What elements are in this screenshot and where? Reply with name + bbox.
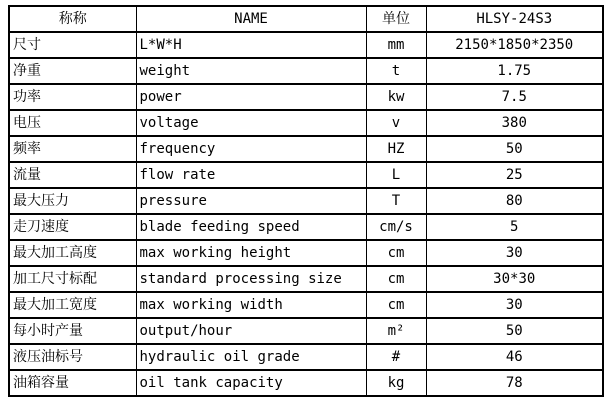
cell-cn-label: 最大压力 — [9, 188, 136, 214]
cell-unit: T — [366, 188, 426, 214]
table-row — [9, 162, 603, 188]
header-cell-model: HLSY-24S3 — [426, 6, 603, 32]
cell-unit: cm — [366, 266, 426, 292]
table-row — [9, 110, 603, 136]
cell-en-name: standard processing size — [136, 266, 366, 292]
cell-unit: v — [366, 110, 426, 136]
cell-value: 7.5 — [426, 84, 603, 110]
cell-cn-label: 走刀速度 — [9, 214, 136, 240]
table-row — [9, 84, 603, 110]
cell-unit: # — [366, 344, 426, 370]
header-cell-name-en: NAME — [136, 6, 366, 32]
cell-value: 80 — [426, 188, 603, 214]
cell-value: 25 — [426, 162, 603, 188]
cell-en-name: hydraulic oil grade — [136, 344, 366, 370]
cell-unit: L — [366, 162, 426, 188]
cell-cn-label: 最大加工高度 — [9, 240, 136, 266]
cell-en-name: power — [136, 84, 366, 110]
cell-cn-label: 功率 — [9, 84, 136, 110]
cell-value: 30*30 — [426, 266, 603, 292]
table-row — [9, 318, 603, 344]
cell-unit: cm/s — [366, 214, 426, 240]
cell-cn-label: 最大加工宽度 — [9, 292, 136, 318]
cell-value: 380 — [426, 110, 603, 136]
table-row — [9, 344, 603, 370]
cell-value: 46 — [426, 344, 603, 370]
cell-cn-label: 尺寸 — [9, 32, 136, 58]
cell-cn-label: 加工尺寸标配 — [9, 266, 136, 292]
cell-en-name: oil tank capacity — [136, 370, 366, 396]
cell-value: 50 — [426, 136, 603, 162]
cell-en-name: max working height — [136, 240, 366, 266]
cell-value: 78 — [426, 370, 603, 396]
cell-cn-label: 净重 — [9, 58, 136, 84]
cell-cn-label: 流量 — [9, 162, 136, 188]
cell-unit: mm — [366, 32, 426, 58]
cell-value: 30 — [426, 240, 603, 266]
cell-en-name: L*W*H — [136, 32, 366, 58]
header-cell-name-cn: 称称 — [9, 6, 136, 32]
table-row — [9, 58, 603, 84]
cell-value: 50 — [426, 318, 603, 344]
cell-en-name: frequency — [136, 136, 366, 162]
cell-cn-label: 油箱容量 — [9, 370, 136, 396]
cell-unit: HZ — [366, 136, 426, 162]
table-row — [9, 214, 603, 240]
table-header-row — [9, 6, 603, 32]
cell-unit: cm — [366, 240, 426, 266]
cell-en-name: blade feeding speed — [136, 214, 366, 240]
cell-unit: kg — [366, 370, 426, 396]
cell-en-name: weight — [136, 58, 366, 84]
cell-value: 5 — [426, 214, 603, 240]
cell-cn-label: 每小时产量 — [9, 318, 136, 344]
cell-unit: m² — [366, 318, 426, 344]
cell-cn-label: 电压 — [9, 110, 136, 136]
spec-table — [8, 5, 604, 397]
table-row — [9, 136, 603, 162]
table-row — [9, 266, 603, 292]
cell-value: 30 — [426, 292, 603, 318]
cell-en-name: pressure — [136, 188, 366, 214]
cell-cn-label: 频率 — [9, 136, 136, 162]
cell-cn-label: 液压油标号 — [9, 344, 136, 370]
cell-en-name: flow rate — [136, 162, 366, 188]
cell-en-name: voltage — [136, 110, 366, 136]
cell-value: 2150*1850*2350 — [426, 32, 603, 58]
cell-unit: t — [366, 58, 426, 84]
table-row — [9, 292, 603, 318]
cell-unit: kw — [366, 84, 426, 110]
cell-en-name: max working width — [136, 292, 366, 318]
header-cell-unit: 单位 — [366, 6, 426, 32]
cell-unit: cm — [366, 292, 426, 318]
cell-en-name: output/hour — [136, 318, 366, 344]
table-row — [9, 240, 603, 266]
cell-value: 1.75 — [426, 58, 603, 84]
table-row — [9, 370, 603, 396]
table-row — [9, 188, 603, 214]
table-row — [9, 32, 603, 58]
